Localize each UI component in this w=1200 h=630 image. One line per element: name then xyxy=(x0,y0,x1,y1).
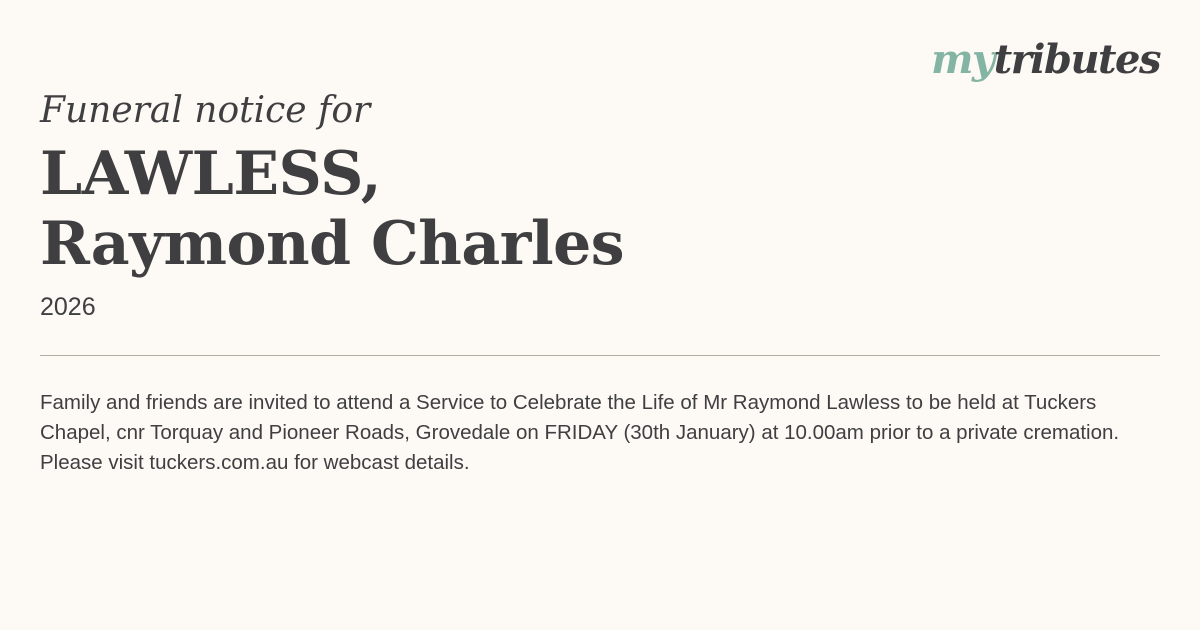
deceased-surname: LAWLESS, xyxy=(40,139,382,209)
notice-year: 2026 xyxy=(40,293,96,321)
notice-body xyxy=(40,388,1160,478)
mytributes-logo xyxy=(931,34,1160,86)
deceased-given-names: Raymond Charles xyxy=(40,209,625,279)
notice-paragraph-webcast: Please visit tuckers.com.au for webcast details. xyxy=(40,451,470,474)
notice-paragraph-service: Family and friends are invited to attend a Service to Celebrate the Life of Mr Raymond Lawless to be held at Tuckers Chapel, cnr Torquay and Pioneer Roads, Grovedale on FRIDAY (30th January) at 10.00am prior to a private cremation. xyxy=(40,391,1120,444)
divider xyxy=(40,355,1160,356)
notice-heading: Funeral notice for xyxy=(40,90,371,131)
logo-tributes: tributes xyxy=(993,36,1160,83)
logo-my: my xyxy=(931,36,994,83)
